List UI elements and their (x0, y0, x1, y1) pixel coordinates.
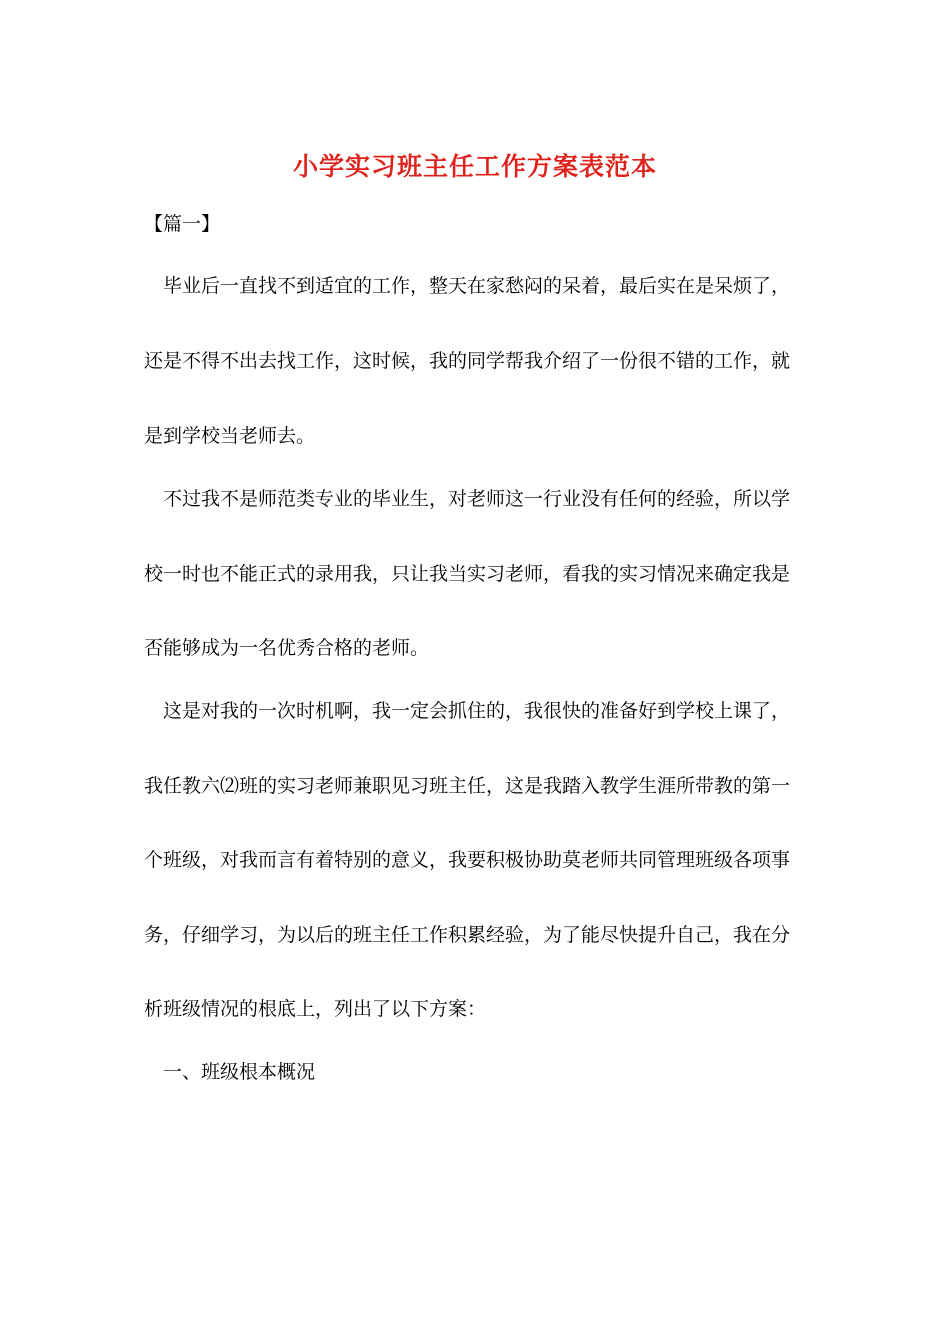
paragraph-line: 个班级，对我而言有着特别的意义，我要积极协助莫老师共同管理班级各项事 (144, 849, 791, 871)
paragraph-line: 我任教六⑵班的实习老师兼职见习班主任，这是我踏入教学生涯所带教的第一 (144, 775, 791, 797)
paragraph-line: 否能够成为一名优秀合格的老师。 (144, 637, 430, 659)
paragraph-line: 析班级情况的根底上，列出了以下方案： (144, 998, 487, 1020)
paragraph-line: 还是不得不出去找工作，这时候，我的同学帮我介绍了一份很不错的工作，就 (144, 350, 791, 372)
paragraph-line: 校一时也不能正式的录用我，只让我当实习老师，看我的实习情况来确定我是 (144, 563, 791, 585)
paragraph-line: 毕业后一直找不到适宜的工作，整天在家愁闷的呆着，最后实在是呆烦了， (163, 275, 791, 297)
section-heading: 一、班级根本概况 (163, 1061, 316, 1083)
paragraph-line: 是到学校当老师去。 (144, 425, 316, 447)
paragraph-line: 这是对我的一次时机啊，我一定会抓住的，我很快的准备好到学校上课了， (163, 700, 791, 722)
document-title: 小学实习班主任工作方案表范本 (292, 152, 657, 181)
paragraph-line: 务，仔细学习，为以后的班主任工作积累经验，为了能尽快提升自己，我在分 (144, 924, 791, 946)
section-label: 【篇一】 (144, 213, 221, 235)
paragraph-line: 不过我不是师范类专业的毕业生，对老师这一行业没有任何的经验，所以学 (163, 488, 791, 510)
